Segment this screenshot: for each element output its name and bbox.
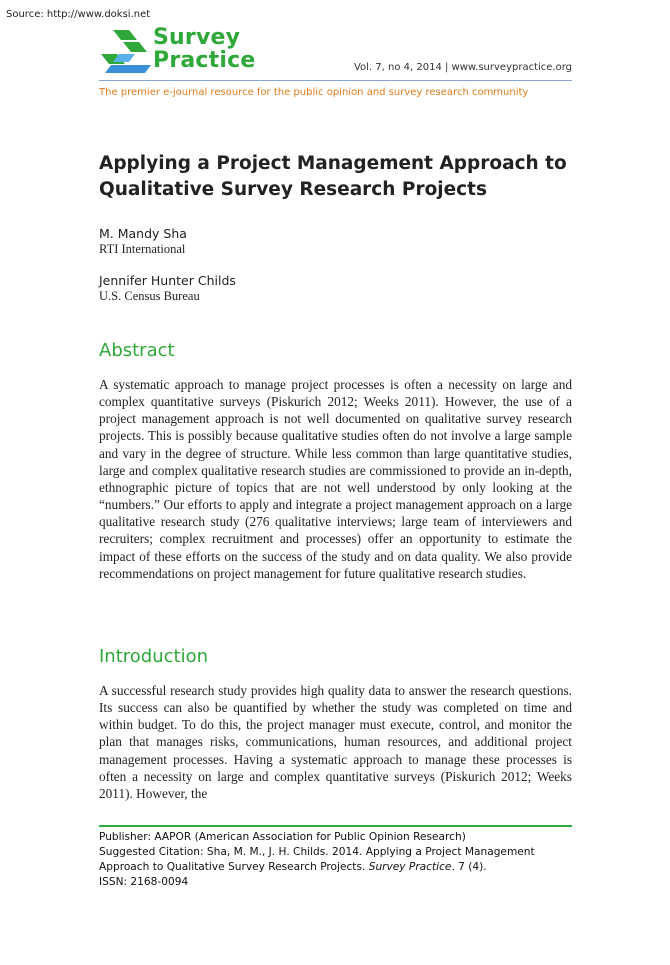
journal-name-line1: Survey (153, 25, 241, 50)
journal-name-line2: Practice (153, 48, 256, 73)
introduction-text: A successful research study provides high quality data to answer the research questions. Its success can also be quantified by whether the study was completed on time and within budget. To do this, the project manager must execute, control, and monitor the plan that manages risks, communications, human resources, and additional project management processes. Having a systematic approach to manage these processes is often a necessity on large and complex quantitative surveys (Piskurich 2012; Weeks 2011). However, the (99, 683, 572, 801)
article-title: Applying a Project Management Approach to Qualitative Survey Research Projects (99, 153, 567, 200)
introduction-heading: Introduction (99, 646, 209, 667)
abstract-text: A systematic approach to manage project processes is often a necessity on large and complex quantitative surveys (Piskurich 2012; Weeks 2011). However, the use of a project management approach is not well documented on qualitative survey research projects. This is possibly because qualitative studies often do not involve a large sample and vary in the degree of structure. While less common than large quantitative studies, large and complex qualitative research studies are commissioned to provide an in-depth, ethnographic picture of topics that are not well understood by only looking at the “numbers.” Our efforts to apply and integrate a project management approach on a large qualitative research study (276 qualitative interviews; large team of interviewers and recruiters; complex recruitment and processes) offer an opportunity to estimate the impact of these efforts on the success of the study and on data quality. We also provide recommendations on project management for future qualitative research studies. (99, 377, 572, 581)
author-name: Jennifer Hunter Childs (99, 273, 236, 288)
header-divider (99, 80, 572, 81)
citation-journal: Survey Practice (368, 861, 452, 873)
issn: ISSN: 2168-0094 (99, 876, 189, 888)
volume-info: Vol. 7, no 4, 2014 | www.surveypractice.org (353, 62, 572, 73)
citation-text: Suggested Citation: Sha, M. M., J. H. Childs. 2014. Applying a Project Management Approach to Qualitative Survey Research Projects. (99, 846, 535, 873)
journal-name (153, 26, 255, 72)
survey-practice-logo-icon (99, 27, 151, 73)
journal-tagline: The premier e-journal resource for the public opinion and survey research community (99, 87, 529, 98)
abstract-heading: Abstract (99, 340, 175, 361)
footer-divider (99, 825, 572, 827)
footer (99, 830, 572, 890)
publisher: Publisher: AAPOR (American Association for Public Opinion Research) (99, 831, 466, 843)
journal-logo (99, 27, 259, 75)
source-url: Source: http://www.doksi.net (6, 9, 151, 20)
author-affiliation: U.S. Census Bureau (99, 289, 200, 303)
citation-volume: . 7 (4). (451, 861, 487, 873)
author-affiliation: RTI International (99, 242, 186, 256)
suggested-citation (99, 845, 572, 875)
author-name: M. Mandy Sha (99, 226, 187, 241)
